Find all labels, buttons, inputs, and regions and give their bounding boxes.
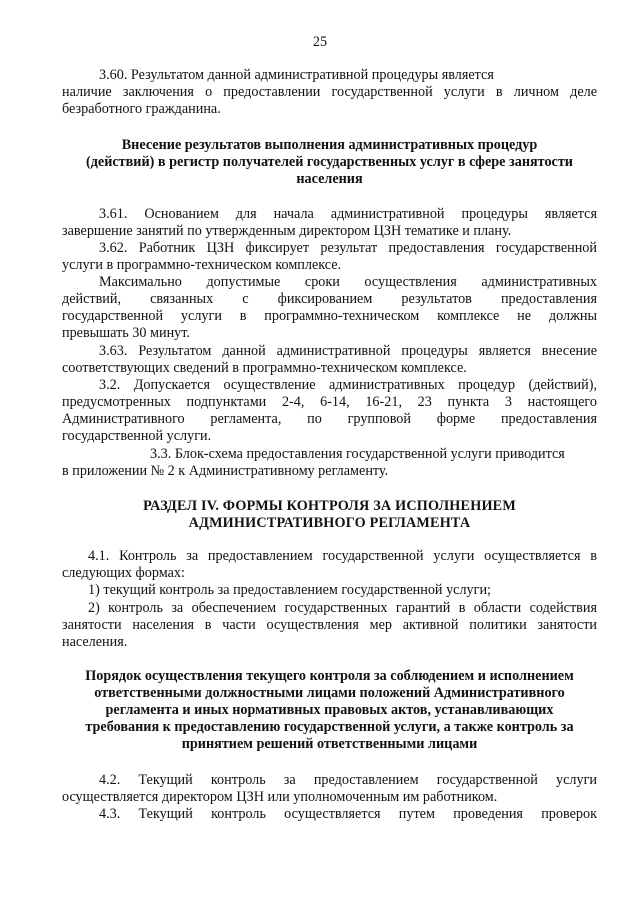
text-line: 3.2. Допускается осуществление административных процедур (действий), <box>99 377 597 393</box>
heading-line: населения <box>296 171 363 187</box>
list-item-2 <box>62 600 597 651</box>
section-heading-registry <box>62 137 597 188</box>
heading-line: принятием решений ответственными лицами <box>181 736 478 752</box>
text-line: 4.2. Текущий контроль за предоставлением государственной услуги <box>99 772 597 788</box>
paragraph-3-62 <box>62 240 597 274</box>
heading-line: регламента и иных нормативных правовых актов, устанавливающих <box>105 702 554 718</box>
heading-line: РАЗДЕЛ IV. ФОРМЫ КОНТРОЛЯ ЗА ИСПОЛНЕНИЕМ <box>143 498 516 514</box>
list-item-1 <box>62 582 597 599</box>
heading-line: Внесение результатов выполнения административных процедур <box>121 137 538 153</box>
text-line: действий, связанных с фиксированием результатов предоставления <box>62 291 597 307</box>
text-line: занятости населения в части осуществления мер активной политики занятости <box>62 617 597 633</box>
text-line: государственной услуги. <box>62 428 212 444</box>
paragraph-4-1 <box>62 548 597 582</box>
heading-line: АДМИНИСТРАТИВНОГО РЕГЛАМЕНТА <box>188 515 471 531</box>
paragraph-3-61 <box>62 206 597 240</box>
text-line: превышать 30 минут. <box>62 325 190 341</box>
paragraph-4-2 <box>62 772 597 806</box>
text-line: предусмотренных подпунктами 2-4, 6-14, 16-21, 23 пункта 3 настоящего <box>62 394 597 410</box>
paragraph-3-3 <box>62 446 597 480</box>
text-line: 4.1. Контроль за предоставлением государственной услуги осуществляется в <box>88 548 597 564</box>
text-line: 4.3. Текущий контроль осуществляется путем проведения проверок <box>99 806 597 822</box>
paragraph-4-3 <box>62 806 597 823</box>
text-line: 3.60. Результатом данной административной процедуры является <box>99 67 494 83</box>
text-line: 3.62. Работник ЦЗН фиксирует результат предоставления государственной <box>99 240 597 256</box>
text-line: наличие заключения о предоставлении государственной услуги в личном деле <box>62 84 597 100</box>
paragraph-3-63 <box>62 343 597 377</box>
heading-line: ответственными должностными лицами положений Административного <box>94 685 565 701</box>
text-line: следующих формах: <box>62 565 185 581</box>
section-heading-iv <box>62 498 597 532</box>
heading-line: Порядок осуществления текущего контроля за соблюдением и исполнением <box>85 668 574 684</box>
page-number: 25 <box>312 34 328 50</box>
heading-line: требования к предоставлению государственной услуги, а также контроль за <box>85 719 574 735</box>
text-line: 1) текущий контроль за предоставлением государственной услуги; <box>88 582 491 598</box>
text-line: 3.61. Основанием для начала административной процедуры является <box>99 206 597 222</box>
text-line: соответствующих сведений в программно-техническом комплексе. <box>62 360 467 376</box>
text-line: осуществляется директором ЦЗН или уполномоченным им работником. <box>62 789 498 805</box>
text-line: услуги в программно-техническом комплексе. <box>62 257 342 273</box>
text-line: государственной услуги в программно-техническом комплексе не должны <box>62 308 597 324</box>
heading-line: (действий) в регистр получателей государственных услуг в сфере занятости <box>86 154 573 170</box>
text-line: населения. <box>62 634 128 650</box>
text-line: Административного регламента, по групповой форме предоставления <box>62 411 597 427</box>
paragraph-3-2 <box>62 377 597 445</box>
section-heading-current-control <box>62 668 597 753</box>
text-line: завершение занятий по утвержденным директором ЦЗН тематике и плану. <box>62 223 512 239</box>
text-line: 2) контроль за обеспечением государственных гарантий в области содействия <box>88 600 597 616</box>
paragraph-3-60 <box>62 67 597 118</box>
paragraph-max-terms <box>62 274 597 342</box>
text-line: в приложении № 2 к Административному регламенту. <box>62 463 389 479</box>
text-line: безработного гражданина. <box>62 101 221 117</box>
text-line: Максимально допустимые сроки осуществления административных <box>99 274 597 290</box>
text-line: 3.3. Блок-схема предоставления государственной услуги приводится <box>150 446 565 462</box>
text-line: 3.63. Результатом данной административной процедуры является внесение <box>99 343 597 359</box>
